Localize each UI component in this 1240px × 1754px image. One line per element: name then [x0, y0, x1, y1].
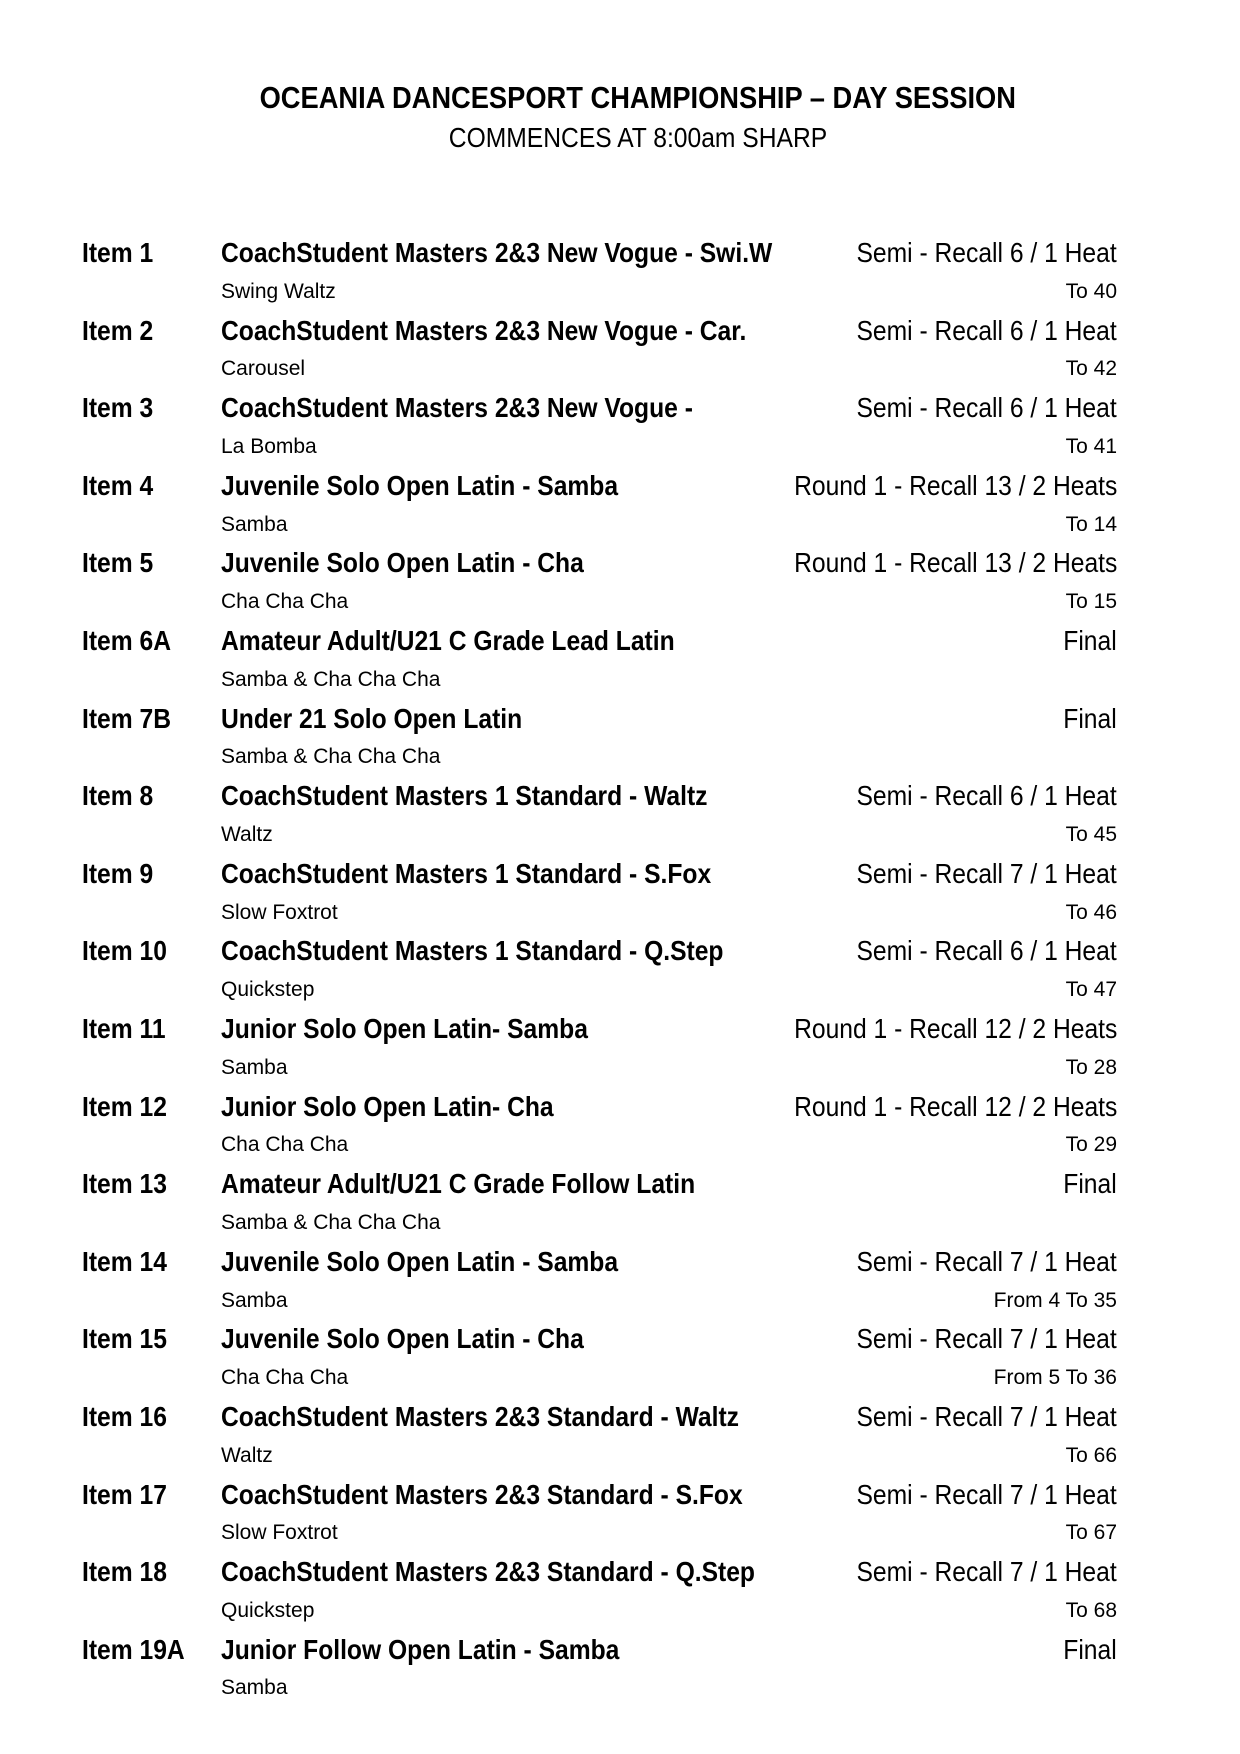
item-detail-line	[82, 1514, 1117, 1553]
entry-numbers: To 46	[1065, 900, 1117, 924]
item-detail-line	[82, 506, 1117, 545]
item-number	[82, 467, 221, 506]
dance-names: Waltz	[221, 1443, 273, 1467]
event-name	[221, 1398, 821, 1437]
entry-numbers: To 47	[1065, 978, 1117, 1002]
round-status	[821, 312, 1117, 351]
dance-names: Slow Foxtrot	[221, 1521, 338, 1545]
entry-numbers: To 28	[1065, 1055, 1117, 1079]
dance-names: Cha Cha Cha	[221, 1366, 349, 1390]
entry-numbers: To 29	[1065, 1133, 1117, 1157]
item-number	[82, 1320, 221, 1359]
item-number-text: Item 5	[82, 547, 154, 579]
item-detail-line	[82, 1126, 1117, 1165]
item-detail-line	[82, 894, 1117, 933]
item-number	[82, 1631, 221, 1670]
event-name	[221, 777, 821, 816]
item-heading-line	[82, 932, 1117, 971]
item-number	[82, 622, 221, 661]
event-name	[221, 234, 821, 273]
round-status	[1056, 1165, 1117, 1204]
entry-numbers: To 41	[1065, 434, 1117, 458]
item-number	[82, 1010, 221, 1049]
schedule-item	[82, 1476, 1117, 1554]
item-number-text: Item 4	[82, 469, 154, 501]
item-heading-line	[82, 544, 1117, 583]
item-heading-line	[82, 1010, 1117, 1049]
schedule-item	[82, 1553, 1117, 1631]
schedule-item	[82, 312, 1117, 390]
page-header	[0, 0, 1240, 158]
item-heading-line	[82, 389, 1117, 428]
item-number	[82, 700, 221, 739]
dance-names: La Bomba	[221, 434, 317, 458]
event-name-text: CoachStudent Masters 1 Standard - S.Fox	[221, 857, 712, 889]
event-name	[221, 855, 821, 894]
round-status-text: Final	[1063, 1633, 1117, 1665]
item-number-text: Item 18	[82, 1556, 167, 1588]
round-status	[1056, 700, 1117, 739]
item-number	[82, 1398, 221, 1437]
item-number-text: Item 2	[82, 314, 154, 346]
event-name-text: Juvenile Solo Open Latin - Cha	[221, 547, 584, 579]
page-subtitle-text: COMMENCES AT 8:00am SHARP	[448, 122, 828, 153]
round-status-text: Semi - Recall 7 / 1 Heat	[856, 1245, 1117, 1277]
round-status	[821, 1476, 1117, 1515]
item-detail-line	[82, 1204, 1117, 1243]
item-heading-line	[82, 622, 1117, 661]
item-detail-line	[82, 273, 1117, 312]
schedule-item	[82, 1088, 1117, 1166]
event-name-text: Junior Solo Open Latin- Cha	[221, 1090, 554, 1122]
round-status-text: Semi - Recall 7 / 1 Heat	[856, 1556, 1117, 1588]
item-number-text: Item 15	[82, 1323, 167, 1355]
schedule-item	[82, 467, 1117, 545]
round-status-text: Semi - Recall 7 / 1 Heat	[856, 1478, 1117, 1510]
item-number-text: Item 16	[82, 1400, 167, 1432]
round-status	[750, 467, 1117, 506]
dance-names: Samba & Cha Cha Cha	[221, 667, 441, 691]
item-number-text: Item 1	[82, 237, 154, 268]
round-status	[1056, 622, 1117, 661]
round-status	[821, 932, 1117, 971]
item-heading-line	[82, 312, 1117, 351]
dance-names: Cha Cha Cha	[221, 590, 349, 614]
round-status	[821, 1243, 1117, 1282]
dance-names: Samba	[221, 512, 288, 536]
round-status	[1056, 1631, 1117, 1670]
page-subtitle	[36, 118, 1240, 158]
round-status-text: Semi - Recall 6 / 1 Heat	[856, 935, 1117, 967]
schedule-list	[82, 234, 1117, 1708]
entry-numbers: To 67	[1065, 1521, 1117, 1545]
round-status	[821, 855, 1117, 894]
entry-numbers: To 66	[1065, 1443, 1117, 1467]
item-number	[82, 234, 221, 273]
schedule-item	[82, 234, 1117, 312]
round-status-text: Semi - Recall 6 / 1 Heat	[856, 780, 1117, 812]
item-detail-line	[82, 1282, 1117, 1321]
event-name	[221, 544, 750, 583]
item-detail-line	[82, 661, 1117, 700]
item-heading-line	[82, 1088, 1117, 1127]
item-number-text: Item 11	[82, 1012, 166, 1044]
item-number-text: Item 7B	[82, 702, 172, 734]
round-status-text: Final	[1063, 1168, 1117, 1200]
item-number	[82, 1088, 221, 1127]
page-title	[36, 78, 1240, 118]
event-name-text: Amateur Adult/U21 C Grade Follow Latin	[221, 1168, 696, 1200]
event-name-text: CoachStudent Masters 1 Standard - Q.Step	[221, 935, 724, 967]
event-name-text: Juvenile Solo Open Latin - Samba	[221, 469, 619, 501]
entry-numbers: To 68	[1065, 1598, 1117, 1622]
item-number-text: Item 9	[82, 857, 154, 889]
item-number	[82, 544, 221, 583]
item-number-text: Item 12	[82, 1090, 167, 1122]
round-status	[750, 544, 1117, 583]
item-heading-line	[82, 1398, 1117, 1437]
item-number-text: Item 8	[82, 780, 154, 812]
item-heading-line	[82, 1476, 1117, 1515]
entry-numbers: To 14	[1065, 512, 1117, 536]
item-heading-line	[82, 1631, 1117, 1670]
round-status-text: Round 1 - Recall 12 / 2 Heats	[793, 1090, 1117, 1122]
event-name	[221, 1243, 821, 1282]
item-number-text: Item 3	[82, 392, 154, 424]
dance-names: Samba & Cha Cha Cha	[221, 745, 441, 769]
schedule-item	[82, 622, 1117, 700]
event-name	[221, 312, 821, 351]
item-number-text: Item 14	[82, 1245, 167, 1277]
item-number	[82, 312, 221, 351]
schedule-item	[82, 1010, 1117, 1088]
schedule-item	[82, 544, 1117, 622]
item-detail-line	[82, 1592, 1117, 1631]
schedule-item	[82, 389, 1117, 467]
dance-names: Samba	[221, 1288, 288, 1312]
round-status-text: Semi - Recall 7 / 1 Heat	[856, 857, 1117, 889]
event-name-text: CoachStudent Masters 2&3 Standard - Waltz	[221, 1400, 739, 1432]
event-name-text: CoachStudent Masters 2&3 New Vogue - Swi.W	[221, 237, 773, 268]
round-status	[750, 1010, 1117, 1049]
item-number-text: Item 6A	[82, 624, 172, 656]
round-status-text: Round 1 - Recall 13 / 2 Heats	[793, 547, 1117, 579]
entry-numbers: From 5 To 36	[993, 1366, 1117, 1390]
item-number-text: Item 13	[82, 1168, 167, 1200]
schedule-item	[82, 700, 1117, 778]
round-status-text: Final	[1063, 702, 1117, 734]
dance-names: Samba	[221, 1676, 288, 1700]
entry-numbers: To 15	[1065, 590, 1117, 614]
item-number-text: Item 17	[82, 1478, 167, 1510]
dance-names: Waltz	[221, 822, 273, 846]
item-number	[82, 855, 221, 894]
entry-numbers: To 45	[1065, 822, 1117, 846]
item-detail-line	[82, 1359, 1117, 1398]
item-heading-line	[82, 1165, 1117, 1204]
event-name	[221, 1088, 750, 1127]
round-status-text: Semi - Recall 6 / 1 Heat	[856, 314, 1117, 346]
event-name	[221, 700, 1056, 739]
schedule-item	[82, 855, 1117, 933]
event-name	[221, 932, 821, 971]
round-status	[821, 234, 1117, 273]
item-number-text: Item 10	[82, 935, 167, 967]
round-status-text: Final	[1063, 624, 1117, 656]
round-status	[821, 1398, 1117, 1437]
item-number	[82, 1165, 221, 1204]
entry-numbers: To 40	[1065, 279, 1117, 303]
item-detail-line	[82, 1437, 1117, 1476]
item-number	[82, 1476, 221, 1515]
event-name	[221, 1631, 1056, 1670]
item-detail-line	[82, 738, 1117, 777]
round-status	[821, 389, 1117, 428]
event-name	[221, 622, 1056, 661]
event-name	[221, 1476, 821, 1515]
event-name-text: CoachStudent Masters 2&3 Standard - S.Fox	[221, 1478, 743, 1510]
item-detail-line	[82, 1669, 1117, 1708]
schedule-item	[82, 1398, 1117, 1476]
item-heading-line	[82, 1553, 1117, 1592]
item-detail-line	[82, 583, 1117, 622]
event-name	[221, 1010, 750, 1049]
item-number	[82, 1553, 221, 1592]
round-status	[821, 777, 1117, 816]
dance-names: Slow Foxtrot	[221, 900, 338, 924]
item-number-text: Item 19A	[82, 1633, 185, 1665]
dance-names: Cha Cha Cha	[221, 1133, 349, 1157]
dance-names: Samba & Cha Cha Cha	[221, 1210, 441, 1234]
item-number	[82, 777, 221, 816]
schedule-item	[82, 1243, 1117, 1321]
event-name-text: Junior Follow Open Latin - Samba	[221, 1633, 620, 1665]
item-detail-line	[82, 816, 1117, 855]
item-heading-line	[82, 777, 1117, 816]
dance-names: Quickstep	[221, 1598, 315, 1622]
page-title-text: OCEANIA DANCESPORT CHAMPIONSHIP – DAY SESSION	[259, 80, 1017, 115]
item-heading-line	[82, 1320, 1117, 1359]
event-name	[221, 389, 821, 428]
schedule-item	[82, 1320, 1117, 1398]
item-number	[82, 1243, 221, 1282]
event-name-text: Amateur Adult/U21 C Grade Lead Latin	[221, 624, 675, 656]
event-name	[221, 1165, 1056, 1204]
round-status-text: Semi - Recall 7 / 1 Heat	[856, 1400, 1117, 1432]
schedule-item	[82, 1165, 1117, 1243]
item-detail-line	[82, 350, 1117, 389]
dance-names: Carousel	[221, 357, 306, 381]
event-name-text: CoachStudent Masters 2&3 Standard - Q.Step	[221, 1556, 755, 1588]
round-status-text: Round 1 - Recall 13 / 2 Heats	[793, 469, 1117, 501]
item-number	[82, 932, 221, 971]
round-status	[821, 1320, 1117, 1359]
item-detail-line	[82, 1049, 1117, 1088]
event-name-text: CoachStudent Masters 2&3 New Vogue - Car.	[221, 314, 747, 346]
item-detail-line	[82, 428, 1117, 467]
event-name-text: CoachStudent Masters 2&3 New Vogue -	[221, 392, 693, 424]
item-heading-line	[82, 1243, 1117, 1282]
event-name	[221, 1320, 821, 1359]
event-name-text: Junior Solo Open Latin- Samba	[221, 1012, 588, 1044]
event-name	[221, 1553, 821, 1592]
dance-names: Samba	[221, 1055, 288, 1079]
schedule-item	[82, 932, 1117, 1010]
item-heading-line	[82, 234, 1117, 273]
item-heading-line	[82, 467, 1117, 506]
item-heading-line	[82, 700, 1117, 739]
schedule-item	[82, 1631, 1117, 1709]
round-status-text: Semi - Recall 6 / 1 Heat	[856, 392, 1117, 424]
event-name-text: Juvenile Solo Open Latin - Cha	[221, 1323, 584, 1355]
round-status-text: Round 1 - Recall 12 / 2 Heats	[793, 1012, 1117, 1044]
dance-names: Quickstep	[221, 978, 315, 1002]
event-name-text: Juvenile Solo Open Latin - Samba	[221, 1245, 619, 1277]
entry-numbers: To 42	[1065, 357, 1117, 381]
event-name-text: Under 21 Solo Open Latin	[221, 702, 523, 734]
item-number	[82, 389, 221, 428]
round-status-text: Semi - Recall 7 / 1 Heat	[856, 1323, 1117, 1355]
event-name-text: CoachStudent Masters 1 Standard - Waltz	[221, 780, 708, 812]
event-name	[221, 467, 750, 506]
round-status	[821, 1553, 1117, 1592]
dance-names: Swing Waltz	[221, 279, 336, 303]
round-status	[750, 1088, 1117, 1127]
item-detail-line	[82, 971, 1117, 1010]
round-status-text: Semi - Recall 6 / 1 Heat	[856, 237, 1117, 268]
schedule-item	[82, 777, 1117, 855]
item-heading-line	[82, 855, 1117, 894]
entry-numbers: From 4 To 35	[993, 1288, 1117, 1312]
